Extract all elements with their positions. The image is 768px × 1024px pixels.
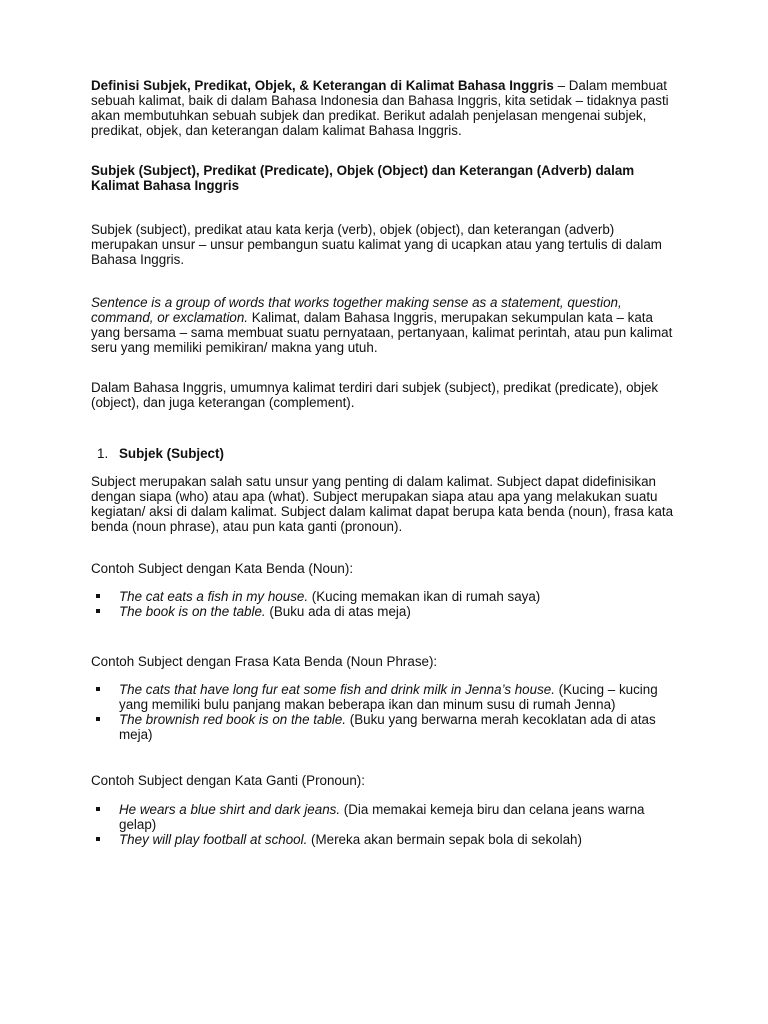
example-english: The brownish red book is on the table. [119,712,347,727]
example-translation: (Kucing memakan ikan di rumah saya) [308,589,541,604]
example-translation: (Buku yang berwarna merah kecoklatan ada di atas meja) [119,712,656,742]
example-english: The cat eats a fish in my house. [119,589,309,604]
bullet-icon [96,687,100,691]
list-item [91,682,681,712]
example-pronoun-list [91,802,681,847]
paragraph-subject-definition: Subject merupakan salah satu unsur yang penting di dalam kalimat. Subject dapat didefinisikan dengan siapa (who) atau apa (what). Subject merupakan siapa atau apa yang melakukan suatu kegiatan/ aksi di dalam kalimat. Subject dalam kalimat dapat berupa kata benda (noun), frasa kata benda (noun phrase), atau pun kata ganti (pronoun). [91,474,674,534]
numbered-heading-title: Subjek (Subject) [119,446,224,461]
bullet-icon [96,594,100,598]
intro-text: – Dalam membuat sebuah kalimat, baik di dalam Bahasa Indonesia dan Bahasa Inggris, kita setidak – tidaknya pasti akan membutuhkan sebuah subjek dan predikat. Berikut adalah penjelasan mengenai subjek, predikat, objek, dan keterangan dalam kalimat Bahasa Inggris. [91,78,669,138]
example-pronoun-title: Contoh Subject dengan Kata Ganti (Pronoun): [91,773,365,788]
list-number: 1. [97,446,109,461]
example-translation: (Kucing – kucing yang memiliki bulu panjang makan beberapa ikan dan minum susu di rumah Jenna) [119,682,658,712]
list-item [91,832,681,847]
bullet-icon [96,837,100,841]
paragraph-definition: Subjek (subject), predikat atau kata kerja (verb), objek (object), dan keterangan (adverb) merupakan unsur – unsur pembangun suatu kalimat yang di ucapkan atau yang tertulis di dalam Bahasa Inggris. [91,222,662,267]
intro-paragraph [91,78,681,138]
bullet-icon [96,609,100,613]
example-phrase-list [91,682,681,742]
sentence-definition-indonesian: Kalimat, dalam Bahasa Inggris, merupakan sekumpulan kata – kata yang bersama – sama membuat suatu pernyataan, pertanyaan, kalimat perintah, atau pun kalimat seru yang memiliki pemikiran/ makna yang utuh. [91,310,673,355]
example-noun-title: Contoh Subject dengan Kata Benda (Noun): [91,561,354,576]
list-item [91,712,681,742]
paragraph-structure: Dalam Bahasa Inggris, umumnya kalimat terdiri dari subjek (subject), predikat (predicate), objek (object), dan juga keterangan (complement). [91,380,659,410]
example-english: He wears a blue shirt and dark jeans. [119,802,341,817]
list-item [91,604,681,619]
paragraph-sentence [91,295,681,355]
sentence-definition-english: Sentence is a group of words that works together making sense as a statement, question, command, or exclamation. [91,295,622,325]
list-item [91,589,681,604]
example-english: They will play football at school. [119,832,308,847]
list-item [91,802,681,832]
section-heading: Subjek (Subject), Predikat (Predicate), Objek (Object) dan Keterangan (Adverb) dalam Kalimat Bahasa Inggris [91,163,635,193]
example-translation: (Mereka akan bermain sepak bola di sekolah) [307,832,582,847]
example-phrase-title: Contoh Subject dengan Frasa Kata Benda (Noun Phrase): [91,654,438,669]
bullet-icon [96,717,100,721]
example-translation: (Buku ada di atas meja) [265,604,411,619]
example-english: The cats that have long fur eat some fish and drink milk in Jenna’s house. [119,682,555,697]
bullet-icon [96,807,100,811]
intro-title: Definisi Subjek, Predikat, Objek, & Keterangan di Kalimat Bahasa Inggris [91,78,554,93]
example-translation: (Dia memakai kemeja biru dan celana jeans warna gelap) [119,802,645,832]
example-noun-list [91,589,681,619]
numbered-heading-subject [91,446,681,461]
example-english: The book is on the table. [119,604,266,619]
